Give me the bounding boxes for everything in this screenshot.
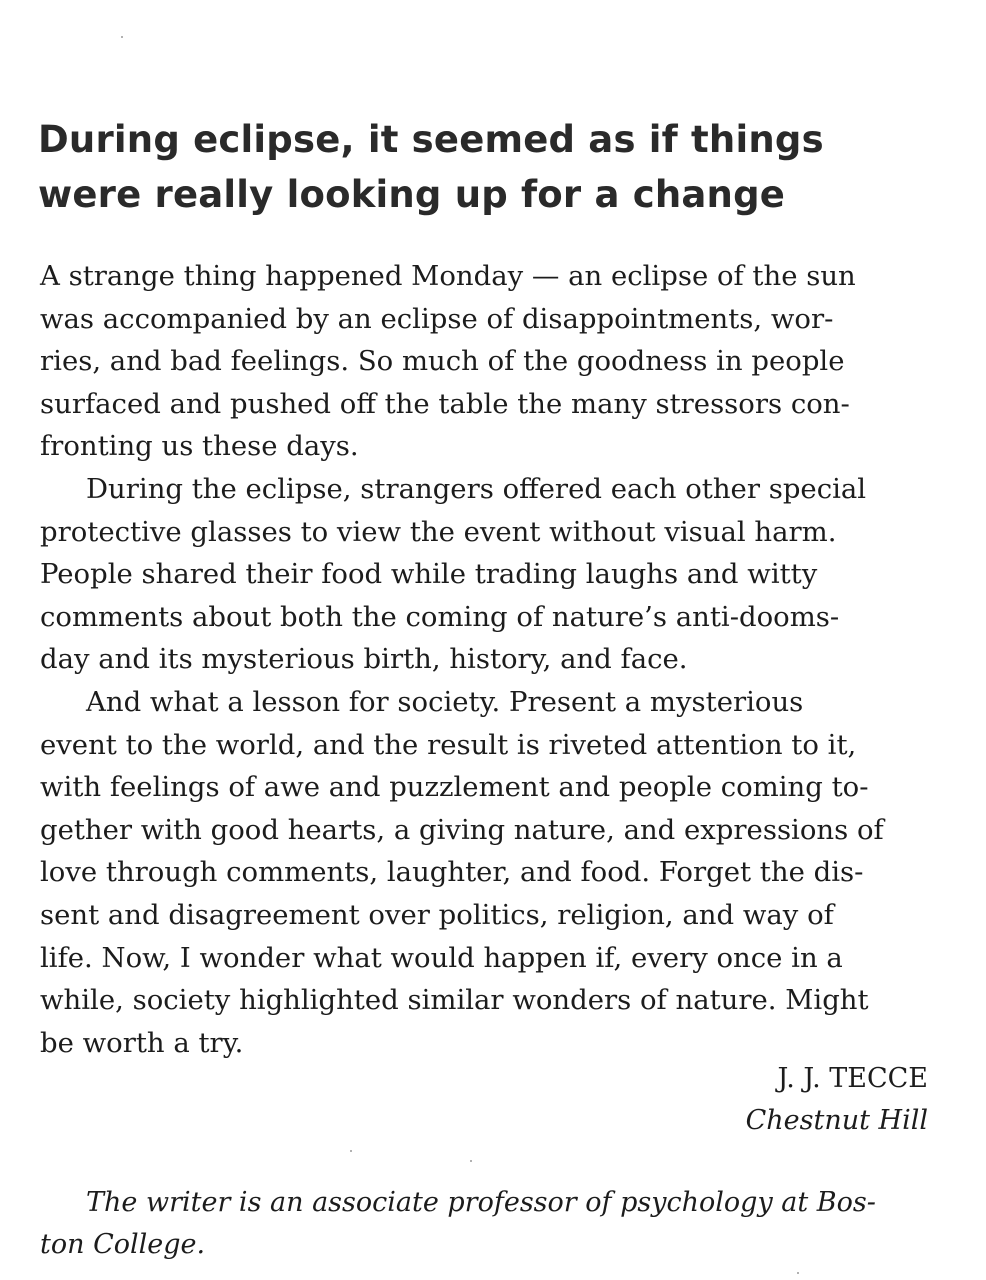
signature-location: Chestnut Hill: [745, 1105, 928, 1136]
body-line: A strange thing happened Monday — an eclipse of the sun: [40, 260, 856, 292]
body-line: event to the world, and the result is riveted attention to it,: [40, 728, 857, 761]
body-line: life. Now, I wonder what would happen if, every once in a: [40, 941, 843, 974]
body-line: be worth a try.: [40, 1026, 244, 1059]
body-line: with feelings of awe and puzzlement and people coming to-: [40, 771, 869, 804]
body-line: ries, and bad feelings. So much of the goodness in people: [40, 345, 845, 378]
headline-line: During eclipse, it seemed as if things: [38, 118, 824, 161]
body-line: protective glasses to view the event without visual harm.: [40, 515, 837, 548]
headline: [38, 112, 938, 222]
headline-line: were really looking up for a change: [38, 173, 786, 216]
body-line: while, society highlighted similar wonders of nature. Might: [40, 984, 869, 1017]
body-line: sent and disagreement over politics, religion, and way of: [40, 898, 834, 931]
scan-speck: [797, 1272, 799, 1274]
body-line: comments about both the coming of nature’s anti-dooms-: [40, 600, 840, 633]
paragraph-2: [40, 468, 940, 681]
note-line: ton College.: [40, 1229, 206, 1260]
signature: [746, 1058, 928, 1142]
scan-speck: [121, 36, 123, 38]
body-line: love through comments, laughter, and food. Forget the dis-: [40, 856, 864, 889]
body-line: was accompanied by an eclipse of disappointments, wor-: [40, 302, 834, 335]
body-line: gether with good hearts, a giving nature, and expressions of: [40, 813, 884, 846]
signature-name: J. J. TECCE: [777, 1063, 928, 1094]
body-line: surfaced and pushed off the table the many stressors con-: [40, 387, 850, 420]
body-line: day and its mysterious birth, history, and face.: [40, 643, 688, 676]
body-line: People shared their food while trading laughs and witty: [40, 558, 818, 591]
note-line: The writer is an associate professor of psychology at Bos-: [86, 1187, 876, 1218]
paragraph-3: [40, 681, 940, 1064]
scan-speck: [470, 1160, 472, 1162]
author-note: [40, 1182, 940, 1266]
body-line: And what a lesson for society. Present a mysterious: [86, 685, 804, 718]
letter-body: [40, 255, 940, 1064]
scan-speck: [350, 1150, 352, 1152]
paragraph-1: [40, 255, 940, 468]
body-line: fronting us these days.: [40, 430, 359, 463]
body-line: During the eclipse, strangers offered each other special: [86, 472, 867, 505]
